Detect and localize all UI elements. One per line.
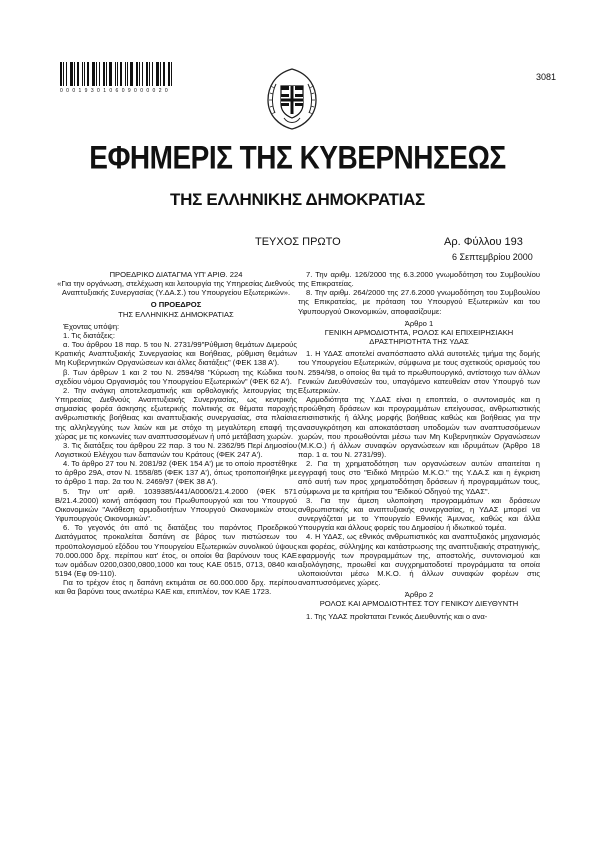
paragraph: 5. Την υπ' αριθ. 1039385/441/Α0006/21.4.2000 (ΦΕΚ 571 Β/21.4.2000) κοινή απόφαση του Πρωθυπουργού και του Υπουργού Οικονομικών "Ανάθεση αρμοδιοτήτων Υπουργού Οικονομικών στους Υφυπουργούς Οικονομικών". — [55, 486, 297, 524]
barcode-bar — [136, 62, 138, 86]
barcode-bar — [120, 62, 122, 86]
paragraph: 1. Τις διατάξεις: — [63, 330, 115, 340]
barcode-bar — [127, 62, 128, 86]
paragraph: 1. Η ΥΔΑΣ αποτελεί αναπόσπαστο αλλά αυτοτελές τμήμα της δομής του Υπουργείου Εξωτερικών, σύμφωνα με τους σχετικούς ορισμούς του Ν. 2594/98, ο οποίος θα τιμά το πρωθυπουργικό, αντίστοιχο των άλλων Γενικών Διευθύνσεών του, υπαγόμενο κατευθείαν στον Υπουργό των Εξωτερικών. — [298, 349, 540, 395]
barcode-bar — [66, 62, 67, 86]
barcode-bar — [152, 62, 153, 86]
right-column — [298, 270, 540, 621]
gazette-subtitle: ΤΗΣ ΕΛΛΗΝΙΚΗΣ ΔΗΜΟΚΡΑΤΙΑΣ — [170, 190, 425, 209]
barcode-bar — [99, 62, 100, 86]
barcode-bar — [103, 62, 105, 86]
paragraph: 8. Την αριθμ. 264/2000 της 27.6.2000 γνωμοδότηση του Συμβουλίου της Επικρατείας, με πρόταση του Υπουργού Εξωτερικών και του Υφυπουργού Οικονομικών, αποφασίζουμε: — [298, 288, 540, 316]
barcode-bar — [156, 62, 159, 86]
paragraph: ΓΕΝΙΚΗ ΑΡΜΟΔΙΟΤΗΤΑ, ΡΟΛΟΣ ΚΑΙ ΕΠΙΧΕΙΡΗΣΙΑΚΗ ΔΡΑΣΤΗΡΙΟΤΗΤΑ ΤΗΣ ΥΔΑΣ — [324, 327, 514, 347]
barcode-bar — [63, 62, 64, 86]
paragraph: 2. Για τη χρηματοδότηση των οργανώσεων αυτών απαιτείται η εγγραφή τους στο "Ειδικό Μητρώο Μ.Κ.Ο." της Υ.ΔΑ.Σ και η έγκριση από αυτή των προς χρηματοδότηση δράσεων ή προγραμμάτων τους, σύμφωνα με τα κριτήρια του "Ειδικού Οδηγού της ΥΔΑΣ". — [298, 459, 540, 496]
barcode-bar — [115, 62, 116, 86]
paragraph: 3. Για την άμεση υλοποίηση προγραμμάτων και δράσεων ανθρωπιστικής και αναπτυξιακής συνεργασίας, η ΥΔΑΣ μπορεί να συνεργάζεται με το Υπουργείο Εθνικής Άμυνας, καθώς και άλλα Υπουργεία και άλλους φορείς του Δημοσίου ή ιδιωτικού τομέα. — [298, 495, 540, 533]
sheet-number: Αρ. Φύλλου 193 — [444, 236, 523, 248]
paragraph: 3. Τις διατάξεις του άρθρου 22 παρ. 3 του Ν. 2362/95 Περί Δημοσίου Λογιστικού Ελέγχου των δαπανών του Κράτους (ΦΕΚ 247 Α'). — [55, 440, 297, 459]
barcode-bar — [149, 62, 150, 86]
barcode-bar — [96, 62, 97, 86]
barcode-bar — [168, 62, 170, 86]
paragraph: Αρμοδιότητα της Υ.ΔΑΣ είναι η εποπτεία, ο συντονισμός και η προώθηση δράσεων και προγραμμάτων επείγουσας, ανθρωπιστικής επισιτιστικής ή άλλης μορφής βοήθειας καθώς και βοήθειας για την ανασυγκρότηση και αποκατάσταση υποδομών των αναπτυσσόμενων χωρών, που προωθούνται μέσω των Μη Κυβερνητικών Οργανώσεων (Μ.Κ.Ο.) ή άλλων συναφών οργανώσεων και ιδρυμάτων (Άρθρο 18 παρ. 1 α. του Ν. 2731/99). — [298, 395, 540, 459]
paragraph: 4. Η ΥΔΑΣ, ως εθνικός ανθρωπιστικός και αναπτυξιακός μηχανισμός και φορέας, σύλληψης και κατάστρωσης της αναπτυξιακής στρατηγικής, εφαρμογής των προγραμμάτων της, αποστολής, συντονισμού και αξιολόγησης, προωθεί και συγχρηματοδοτεί προγράμματα τα οποία υλοποιούνται μέσω Μ.Κ.Ο. ή άλλων συναφών φορέων στις αναπτυσσόμενες χώρες. — [298, 532, 540, 588]
barcode-bar — [109, 62, 112, 86]
barcode — [60, 62, 174, 86]
barcode-bar — [160, 62, 161, 86]
barcode-bar — [82, 62, 83, 86]
gazette-title: ΕΦΗΜΕΡΙΣ ΤΗΣ ΚΥΒΕΡΝΗΣΕΩΣ — [89, 139, 506, 176]
barcode-bar — [125, 62, 126, 86]
barcode-bar — [106, 62, 107, 86]
barcode-bar — [84, 62, 85, 86]
barcode-bar — [139, 62, 140, 86]
barcode-bar — [171, 62, 172, 86]
paragraph: 6. Το γεγονός ότι από τις διατάξεις του παρόντος Προεδρικού Διατάγματος προκαλείται δαπάνη σε βάρος των πιστώσεων του προϋπολογισμού εξόδου του Υπουργείου Εξωτερικών συνολικού ύψους 70.000.000 δρχ. περίπου κατ' έτος, οι οποίοι θα βαρύνουν τους ΚΑΕ των ομάδων 0200,0300,0800,1000 και τους ΚΑΕ 0515, 0713, 0840 και 5194 (Εφ 09-110). — [55, 523, 297, 578]
issue-label: ΤΕΥΧΟΣ ΠΡΩΤΟ — [255, 236, 341, 248]
barcode-bar — [70, 62, 73, 86]
left-column — [55, 270, 297, 596]
greek-coat-of-arms-icon — [262, 66, 322, 132]
paragraph: 7. Την αριθμ. 126/2000 της 6.3.2000 γνωμοδότηση του Συμβουλίου της Επικρατείας. — [298, 270, 540, 289]
paragraph: 1. Της ΥΔΑΣ προΐσταται Γενικός Διευθυντής και ο ανα- — [306, 611, 488, 621]
paragraph: 2. Την ανάγκη αποτελεσματικής και ορθολογικής λειτουργίας της Υπηρεσίας Διεθνούς Αναπτυξιακής Συνεργασίας, ως κεντρικής σημασίας φορέα άσκησης εξωτερικής πολιτικής σε θέματα παροχής ανθρωπιστικής βοήθειας και αναπτυξιακής συνεργασίας, στα πλαίσια της αλληλεγγύης των λαών και με στόχο τη μεγαλύτερη επαφή της χώρας με τις κοινωνίες των αναπτυσσομένων ή υπό μετάβαση χωρών. — [55, 385, 297, 441]
barcode-bar — [74, 62, 75, 86]
paragraph: β. Των άρθρων 1 και 2 του Ν. 2594/98 "Κύρωση της Κώδικα του σχεδίου νόμου Οργανισμός του Υπουργείου Εξωτερικών" (ΦΕΚ 62 Α'). — [55, 367, 297, 386]
issue-date: 6 Σεπτεμβρίου 2000 — [452, 252, 533, 262]
paragraph: Ο ΠΡΟΕΔΡΟΣ — [150, 300, 202, 310]
paragraph: ΡΟΛΟΣ ΚΑΙ ΑΡΜΟΔΙΟΤΗΤΕΣ ΤΟΥ ΓΕΝΙΚΟΥ ΔΙΕΥΘΥΝΤΗ — [319, 599, 519, 609]
barcode-bar — [117, 62, 118, 86]
paragraph: Για το τρέχον έτος η δαπάνη εκτιμάται σε 60.000.000 δρχ. περίπου και θα βαρύνει τους ανωτέρω ΚΑΕ και, επιπλέον, τον ΚΑΕ 1723. — [55, 578, 297, 597]
barcode-bar — [87, 62, 89, 86]
paragraph: 4. Το άρθρο 27 του Ν. 2081/92 (ΦΕΚ 154 Α') με το οποίο προστέθηκε το άρθρο 29Α, στον Ν. 1558/85 (ΦΕΚ 137 Α'), όπως τροποποιήθηκε με το άρθρο 1 παρ. 2α του Ν. 2469/97 (ΦΕΚ 38 Α'). — [55, 459, 297, 487]
paragraph: Άρθρο 2 — [404, 590, 434, 600]
page-number: 3081 — [536, 72, 557, 82]
barcode-number: 0 0 0 1 9 3 0 1 0 6 0 9 0 0 0 0 2 0 — [60, 88, 169, 94]
paragraph: ΠΡΟΕΔΡΙΚΟ ΔΙΑΤΑΓΜΑ ΥΠ' ΑΡΙΘ. 224 — [109, 270, 243, 279]
barcode-bar — [146, 62, 148, 86]
paragraph: Έχοντας υπόψη: — [63, 321, 120, 331]
barcode-bar — [142, 62, 143, 86]
paragraph: ΤΗΣ ΕΛΛΗΝΙΚΗΣ ΔΗΜΟΚΡΑΤΙΑΣ — [118, 309, 234, 319]
paragraph: «Για την οργάνωση, στελέχωση και λειτουργία της Υπηρεσίας Διεθνούς Αναπτυξιακής Συνεργασίας (Υ.ΔΑ.Σ.) του Υπουργείου Εξωτερικών». — [57, 279, 295, 298]
barcode-bar — [92, 62, 95, 86]
barcode-bar — [60, 62, 62, 86]
barcode-bar — [77, 62, 79, 86]
barcode-bar — [130, 62, 133, 86]
barcode-bar — [163, 62, 165, 86]
paragraph: Άρθρο 1 — [404, 318, 434, 328]
paragraph: α. Του άρθρου 18 παρ. 5 του Ν. 2731/99"Ρύθμιση θεμάτων Διμερούς Κρατικής Αναπτυξιακής Συνεργασίας και Βοήθειας, ρύθμιση θεμάτων Μη Κυβερνητικών Οργανώσεων και άλλες διατάξεις" (ΦΕΚ 138 Α'). — [55, 340, 297, 368]
